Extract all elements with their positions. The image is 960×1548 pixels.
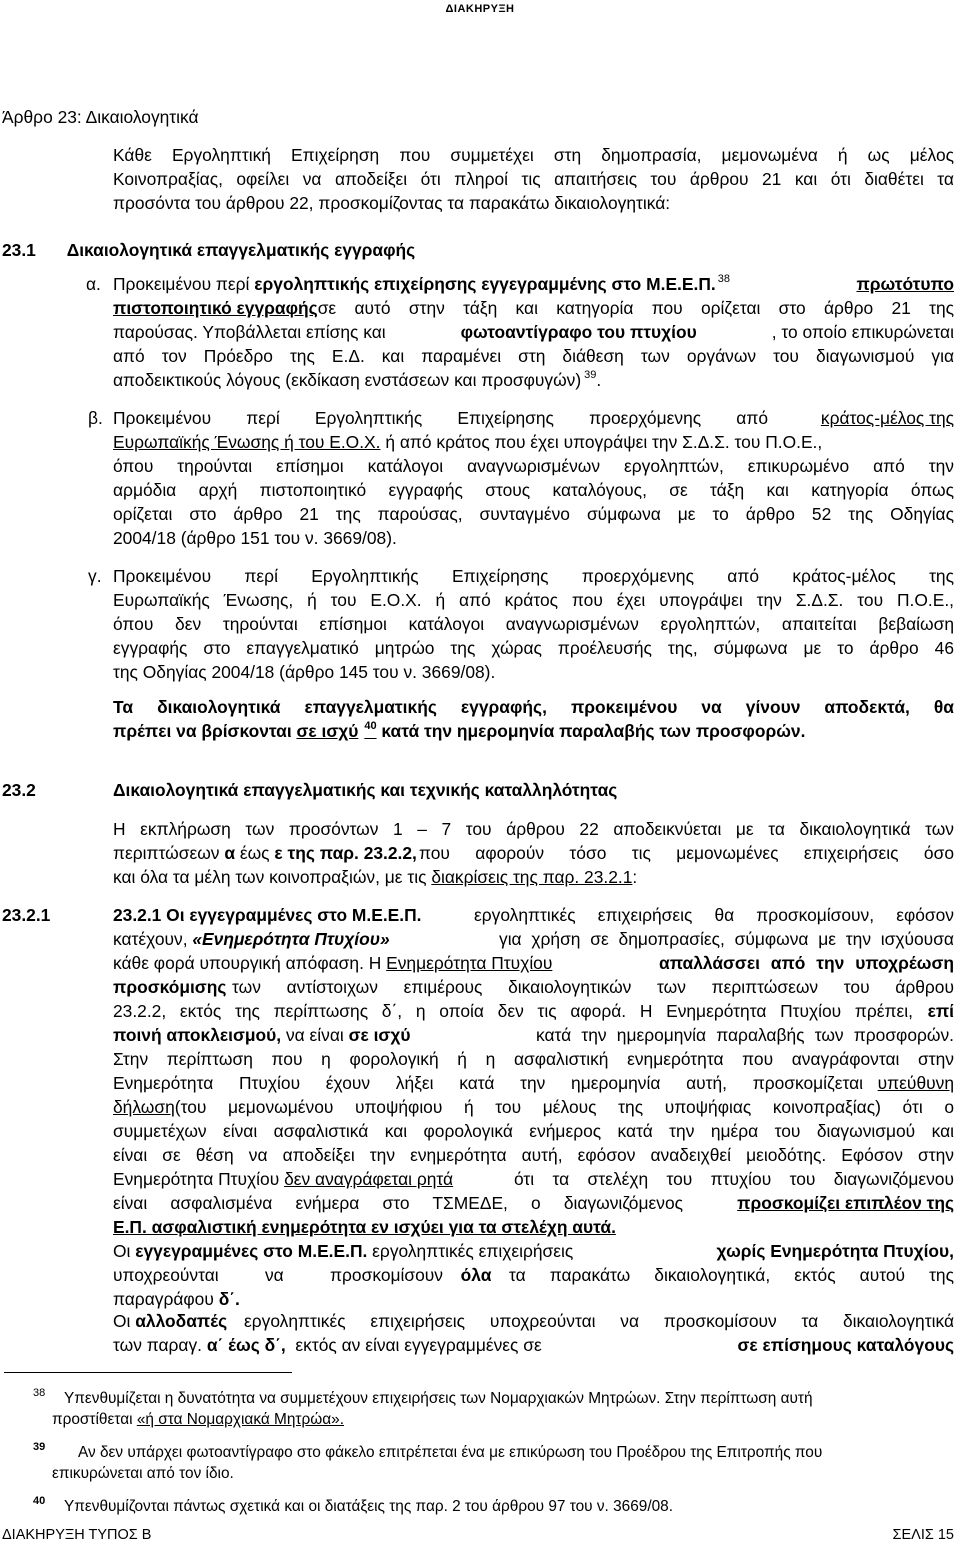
s2321-line-19: των παραγ. α΄ έως δ΄, εκτός αν είναι εγγεγραμμένες σε σε επίσημους καταλόγους [113,1335,954,1355]
item-a-line-3: παρούσας. Υποβάλλεται επίσης και φωτοαντίγραφο του πτυχίου , το οποίο επικυρώνεται [113,322,954,342]
item-a-line-2: πιστοποιητικό εγγραφής σε αυτό στην τάξη και κατηγορία που ορίζεται στο άρθρο 21 της [113,298,954,318]
item-g-label: γ. [88,566,102,586]
footnote-39-line-1: Αν δεν υπάρχει φωτοαντίγραφο στο φάκελο επιτρέπεται ένα με επικύρωση του Προέδρου της Επιτροπής που [78,1444,823,1461]
s2321-line-9: δήλωση (του μεμονωμένου υποψήφιου ή του μέλους της υποψήφιας κοινοπραξίας) ότι ο [113,1097,954,1117]
intro-line-2: Κοινοπραξίας, οφείλει να αποδείξει ότι πληροί τις απαιτήσεις του άρθρου 21 και ότι διαθέτει τα [113,169,954,189]
s2321-line-5: 23.2.2, εκτός της περίπτωσης δ΄, η οποία δεν τις αφορά. Η Ενημερότητα Πτυχίου πρέπει, επί [113,1001,954,1021]
running-header: ΔΙΑΚΗΡΥΞΗ [445,3,515,15]
footnote-separator [4,1372,292,1373]
s2321-line-6: ποινή αποκλεισμού, να είναι σε ισχύ κατά την ημερομηνία παραλαβής των προσφορών. [113,1025,954,1045]
intro-line-3: προσόντα του άρθρου 22, προσκομίζοντας τα παρακάτω δικαιολογητικά: [113,193,671,213]
s2321-line-13: είναι ασφαλισμένα ενήμερα στο ΤΣΜΕΔΕ, ο διαγωνιζόμενος προσκομίζει επιπλέον της [113,1193,954,1213]
footnote-40-number: 40 [33,1495,46,1507]
s2321-line-11: είναι σε θέση να αποδείξει την ενημερότητα αυτή, εφόσον αναδειχθεί μειοδότης. Εφόσον στην [113,1145,954,1165]
item-b-line-4: αρμόδια αρχή πιστοποιητικό εγγραφής στους καταλόγους, σε τάξη και κατηγορία όπως [113,480,954,500]
footnote-39-line-2: επικυρώνεται από τον ίδιο. [52,1465,234,1482]
item-g-line-3: όπου δεν τηρούνται επίσημοι κατάλογοι αναγνωρισμένων εργοληπτών, απαιτείται βεβαίωση [113,614,954,634]
footnote-40-line-1: Υπενθυμίζονται πάντως σχετικά και οι διατάξεις της παρ. 2 του άρθρου 97 του ν. 3669/08. [64,1498,673,1515]
item-b-line-2: Ευρωπαϊκής Ένωσης ή του Ε.Ο.Χ. ή από κράτος που έχει υπογράψει την Σ.Δ.Σ. του Π.Ο.Ε., [113,432,823,452]
article-heading: Άρθρο 23: Δικαιολογητικά [2,107,199,127]
item-g-line-5: της Οδηγίας 2004/18 (άρθρο 145 του ν. 3669/08). [113,662,496,682]
s2321-line-4: προσκόμισης των αντίστοιχων επιμέρους δικαιολογητικών των περιπτώσεων του άρθρου [113,977,954,997]
section-23-2-title: Δικαιολογητικά επαγγελματικής και τεχνικής καταλληλότητας [113,780,618,800]
item-g-line-4: εγγραφής στο επαγγελματικό μητρώο της χώρας προέλευσής της, σύμφωνα με το άρθρο 46 [113,638,954,658]
s2321-line-14: Ε.Π. ασφαλιστική ενημερότητα εν ισχύει για τα στελέχη αυτά. [113,1217,616,1237]
section-23-1-heading [2,238,415,262]
footer-page-number: ΣΕΛΙΣ 15 [892,1527,954,1543]
section-number: 23.2 [2,780,36,800]
item-b-line-5: ορίζεται στο άρθρο 21 της παρούσας, συνταγμένο σύμφωνα με το άρθρο 52 της Οδηγίας [113,504,954,524]
footer-left: ΔΙΑΚΗΡΥΞΗ ΤΥΠΟΣ Β [2,1527,152,1543]
s2321-line-18: Οι αλλοδαπές εργοληπτικές επιχειρήσεις υποχρεούνται να προσκομίσουν τα δικαιολογητικά [113,1311,954,1331]
item-a-label: α. [86,274,101,294]
section-23-2-heading [2,778,36,802]
s2321-line-10: συμμετέχων είναι ασφαλιστικά και φορολογικά ενήμερος κατά την ημέρα του διαγωνισμού και [113,1121,954,1141]
item-b-label: β. [88,408,103,428]
s232-line-2: περιπτώσεων α έως ε της παρ. 23.2.2, που αφορούν τόσο τις μεμονωμένες επιχειρήσεις όσο [113,843,954,863]
s2321-line-7: Στην περίπτωση που η φορολογική ή η ασφαλιστική ενημερότητα που αναγράφονται στην [113,1049,954,1069]
item-b-line-6: 2004/18 (άρθρο 151 του ν. 3669/08). [113,528,397,548]
item-g-line-1: Προκειμένου περί Εργοληπτικής Επιχείρησης προερχόμενης από κράτος-μέλος της [113,566,954,586]
footnote-38-number: 38 [33,1387,46,1399]
item-b-line-3: όπου τηρούνται επίσημοι κατάλογοι αναγνωρισμένων εργοληπτών, επικυρωμένο από την [113,456,954,476]
s2321-line-16: υποχρεούνται να προσκομίσουν όλα τα παρακάτω δικαιολογητικά, εκτός αυτού της [113,1265,954,1285]
s2321-line-8: Ενημερότητα Πτυχίου έχουν λήξει κατά την ημερομηνία αυτή, προσκομίζεται υπεύθυνη [113,1073,954,1093]
section-23-2-1-number: 23.2.1 [2,905,51,925]
s2321-line-1: 23.2.1 Οι εγγεγραμμένες στο Μ.Ε.Ε.Π. εργοληπτικές επιχειρήσεις θα προσκομίσουν, εφόσον [113,905,954,925]
s232-line-1: Η εκπλήρωση των προσόντων 1 – 7 του άρθρου 22 αποδεικνύεται με τα δικαιολογητικά των [113,819,954,839]
s2321-line-17: παραγράφου δ΄. [113,1289,240,1309]
s2321-line-2: κατέχουν, «Ενημερότητα Πτυχίου» για χρήση σε δημοπρασίες, σύμφωνα με την ισχύουσα [113,929,954,949]
section-title: Δικαιολογητικά επαγγελματικής εγγραφής [66,240,416,260]
s232-line-3: και όλα τα μέλη των κοινοπραξιών, με τις διακρίσεις της παρ. 23.2.1: [113,867,638,887]
validity-line-2: πρέπει να βρίσκονται σε ισχύ $^{40}$ κατά την ημερομηνία παραλαβής των προσφορών. [113,720,806,741]
validity-line-1: Τα δικαιολογητικά επαγγελματικής εγγραφής, προκειμένου να γίνουν αποδεκτά, θα [113,697,954,717]
footnote-38-line-1: Υπενθυμίζεται η δυνατότητα να συμμετέχουν επιχειρήσεις των Νομαρχιακών Μητρώων. Στην περίπτωση αυτή [64,1390,813,1407]
s2321-line-3: κάθε φορά υπουργική απόφαση. Η Ενημερότητα Πτυχίου απαλλάσσει από την υποχρέωση [113,953,954,973]
item-b-line-1: Προκειμένου περί Εργοληπτικής Επιχείρησης προερχόμενης από κράτος-μέλος της [113,408,954,428]
footnote-38-line-2: προστίθεται «ή στα Νομαρχιακά Μητρώα». [52,1411,344,1428]
s2321-line-15: Οι εγγεγραμμένες στο Μ.Ε.Ε.Π. εργοληπτικές επιχειρήσεις χωρίς Ενημερότητα Πτυχίου, [113,1241,954,1261]
footnote-39-number: 39 [33,1441,46,1453]
item-g-line-2: Ευρωπαϊκής Ένωσης, ή του Ε.Ο.Χ. ή από κράτος που έχει υπογράψει την Σ.Δ.Σ. του Π.Ο.Ε., [113,590,954,610]
s2321-line-12: Ενημερότητα Πτυχίου δεν αναγράφεται ρητά ότι τα στελέχη του πτυχίου του διαγωνιζόμενου [113,1169,954,1189]
item-a-line-1: Προκειμένου περί εργοληπτικής επιχείρησης εγγεγραμμένης στο Μ.Ε.Ε.Π. $^{38}$ πρωτότυπο [113,273,954,294]
item-a-line-4: από τον Πρόεδρο της Ε.Δ. και παραμένει στη διάθεση των οργάνων του διαγωνισμού για [113,346,954,366]
section-number: 23.1 [2,240,36,260]
item-a-line-5: αποδεικτικούς λόγους (εκδίκαση ενστάσεων και προσφυγών) $^{39}$. [113,369,602,390]
intro-line-1: Κάθε Εργοληπτική Επιχείρηση που συμμετέχει στη δημοπρασία, μεμονωμένα ή ως μέλος [113,145,954,165]
